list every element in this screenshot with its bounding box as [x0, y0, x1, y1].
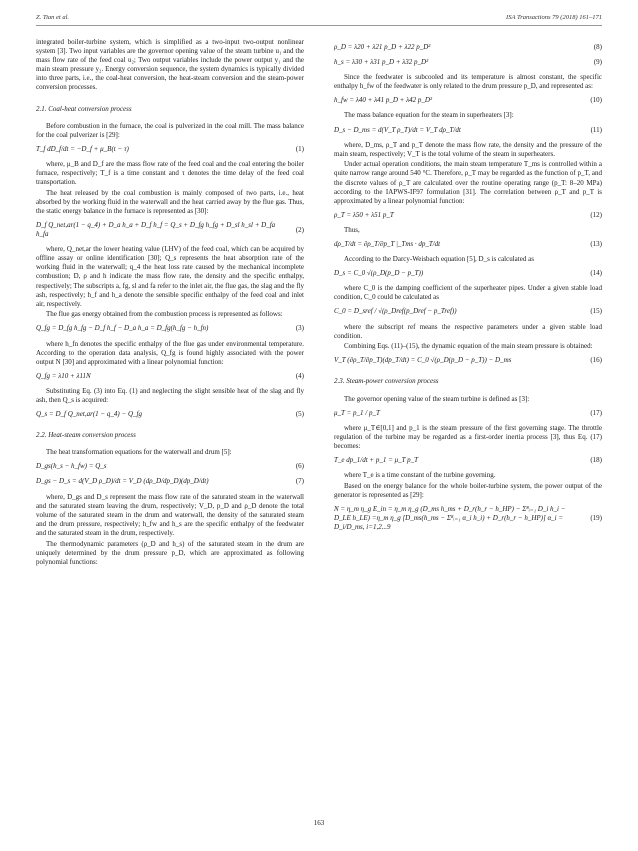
paragraph: According to the Darcy-Weisbach equation [5], D_s is calculated as: [344, 255, 534, 264]
equation: [334, 96, 602, 105]
paragraph: Before combustion in the furnace, the coal is pulverized in the coal mill. The mass balance for the coal pulverizer is [29]:: [36, 121, 304, 139]
equation-number: (6): [295, 462, 304, 471]
equation: [334, 211, 602, 220]
equation-formula: μ_T = p_1 / p_T: [334, 408, 380, 417]
equation-number: (2): [295, 225, 304, 234]
equation-number: (13): [590, 240, 602, 248]
equation-formula: T_f dD_f/dt = −D_f + μ_B(t − τ): [36, 144, 129, 153]
paragraph: where the subscript ref means the respective parameters under a given stable load condition.: [334, 322, 602, 340]
paragraph: The heat released by the coal combustion is mainly composed of two parts, i.e., heat absorbed by the working fluid in the waterwall and the heat carried away by the flue gas. Thus, the static energy balance in the furnace is represented as [30]:: [36, 188, 304, 215]
paragraph: The heat transformation equations for the waterwall and drum [5]:: [46, 448, 232, 457]
equation: [334, 240, 602, 249]
equation-formula: D_gs − D_s = d(V_D ρ_D)/dt = V_D (dρ_D/dp_D)(dp_D/dt): [36, 477, 209, 486]
equation: [36, 410, 304, 419]
equation-formula: D_f Q_net,ar(1 − q_4) + D_a h_a + D_f h_f = Q_s + D_fg h_fg + D_sl h_sl + D_fa h_fa: [36, 221, 276, 239]
equation-number: (11): [590, 125, 602, 134]
equation: [36, 145, 304, 154]
paragraph: The flue gas energy obtained from the combustion process is represented as follows:: [46, 310, 283, 319]
equation: [334, 456, 602, 465]
equation-formula: D_s = C_0 √(ρ_D(p_D − p_T)): [334, 269, 424, 278]
equation-formula: T_e dp_1/dt + p_1 = μ_T p_T: [334, 456, 419, 464]
right-column: [334, 38, 602, 538]
equation-number: (1): [295, 144, 304, 153]
equation-number: (17): [590, 408, 602, 417]
equation-formula: D_gs(h_s − h_fw) = Q_s: [36, 462, 107, 471]
equation-formula: ρ_T = λ50 + λ51 p_T: [334, 210, 394, 219]
paragraph: where T_e is a time constant of the turbine governing.: [344, 471, 496, 480]
paragraph: Under actual operation conditions, the main steam temperature T_ms is controlled within a quite narrow range around 540 °C. Therefore, ρ_T may be regarded as the function of p_T, and the discrete values of ρ_T are calculated over the routine operating range (p_T: 8–20 MPa) according to the IAPWS-IF97 formulation [31]. The correlation between ρ_T and p_T is approximated by a linear polynomial function:: [334, 160, 602, 205]
paragraph: where h_fn denotes the specific enthalpy of the flue gas under environmental temperature. According to the operation data analysis, Q_fg is found highly associated with the power output N [30] and approximated with a linear polynomial function:: [36, 339, 304, 366]
equation-number: (15): [590, 307, 602, 316]
equation-number: (5): [295, 410, 304, 419]
equation-formula: Q_fg = λ10 + λ11N: [36, 371, 91, 380]
equation-formula: Q_fg = D_fg h_fg − D_f h_f − D_a h_a = D_fg(h_fg − h_fn): [36, 324, 209, 333]
left-column: [36, 38, 304, 568]
equation: [36, 462, 304, 471]
equation: [36, 372, 304, 381]
equation: [334, 269, 602, 278]
equation-formula: h_s = λ30 + λ31 p_D + λ32 p_D²: [334, 58, 429, 67]
paragraph: integrated boiler-turbine system, which is simplified as a two-input two-output nonlinear system [3]. Two input variables are the governor opening value of the steam turbine u₁ and the mass flow rate of the feed coal u₂; Two output variables include the power output y₁ and the main steam pressure y₂. Energy conversion sequence, the system dynamics is typically divided into three parts, i.e., the coal-heat conversion, the heat-steam conversion and the steam-power conversion processes.: [36, 38, 304, 92]
equation-number: (7): [295, 477, 304, 486]
equation-number: (9): [593, 58, 602, 67]
equation-number: (12): [590, 210, 602, 219]
equation: [334, 43, 602, 52]
paragraph: The mass balance equation for the steam in superheaters [3]:: [344, 111, 514, 120]
equation-formula: ρ_D = λ20 + λ21 p_D + λ22 p_D²: [334, 43, 431, 51]
paragraph: where C_0 is the damping coefficient of the superheater pipes. Under a given stable load condition, C_0 could be calculated as: [334, 284, 602, 302]
equation-formula: dρ_T/dt = ∂ρ_T/∂p_T |_Tms · dp_T/dt: [334, 240, 441, 248]
paragraph: where, Q_net,ar the lower heating value (LHV) of the feed coal, which can be acquired by offline assay or online identification [30]; Q_s represents the heat absorption rate of the working fluid in the waterwall; q_4 the heat loss rate caused by the mechanical incomplete combustion; D, ρ and h indicate the mass flow rate, the density and the specific enthalpy, respectively; The subscripts a, fg, sl and fa refer to the inlet air, the flue gas, the slag and the fly ash, respectively; h_f and h_a denote the sensible specific enthalpy of the feed coal and inlet air, respectively.: [36, 245, 304, 308]
paragraph: Substituting Eq. (3) into Eq. (1) and neglecting the slight sensible heat of the slag and fly ash, then Q_s is acquired:: [36, 386, 304, 404]
section-heading: 2.3. Steam-power conversion process: [334, 377, 439, 386]
equation-formula: Q_s = D_f Q_net,ar(1 − q_4) − Q_fg: [36, 410, 142, 419]
equation: [36, 221, 304, 239]
paragraph: The governor opening value of the steam turbine is defined as [3]:: [344, 394, 530, 403]
equation: [334, 505, 602, 532]
section-heading: 2.2. Heat-steam conversion process: [36, 431, 136, 440]
paragraph: Since the feedwater is subcooled and its temperature is almost constant, the specific enthalpy h_fw of the feedwater is only related to the drum pressure p_D, and represented as:: [334, 73, 602, 91]
paragraph: where, D_ms, ρ_T and p_T denote the mass flow rate, the density and the pressure of the main steam, respectively; V_T is the total volume of the steam in superheaters.: [334, 140, 602, 158]
equation-formula: h_fw = λ40 + λ41 p_D + λ42 p_D²: [334, 96, 433, 105]
paragraph: Based on the energy balance for the whole boiler-turbine system, the power output of the generator is represented as [29]:: [334, 481, 602, 499]
equation-number: (16): [590, 356, 602, 365]
paragraph: where, μ_B and D_f are the mass flow rate of the feed coal and the coal entering the boiler furnace, respectively; T_f is a time constant and τ denotes the time delay of the feed coal transportation.: [36, 159, 304, 187]
paragraph: The thermodynamic parameters (ρ_D and h_s) of the saturated steam in the drum are uniquely determined by the drum pressure p_D, which are approximated as following polynomial functions:: [36, 539, 304, 566]
running-header-authors: Z. Tian et al.: [36, 14, 70, 21]
running-header-journal: ISA Transactions 79 (2018) 161–171: [506, 14, 602, 21]
paragraph: Combining Eqs. (11)–(15), the dynamic equation of the main steam pressure is obtained:: [344, 342, 593, 351]
equation: [334, 307, 602, 316]
equation-formula: C_0 = D_sref / √(ρ_Dref(p_Dref − p_Tref)): [334, 307, 457, 316]
equation-number: (4): [295, 371, 304, 380]
equation: [36, 477, 304, 486]
equation: [36, 324, 304, 333]
equation-number: (10): [590, 96, 602, 105]
equation-number: (18): [590, 456, 602, 464]
equation-formula: D_s − D_ms = d(V_T ρ_T)/dt = V_T dρ_T/dt: [334, 125, 461, 134]
paragraph: Thus,: [344, 225, 360, 234]
equation-formula: V_T (∂ρ_T/∂p_T)(dp_T/dt) = C_0 √(ρ_D(p_D − p_T)) − D_ms: [334, 356, 512, 365]
equation: [334, 58, 602, 67]
equation-number: (8): [593, 43, 602, 51]
equation-formula: N = η_m η_g E_in = η_m η_g (D_ms h_ms + D_r(h_r − h_HP) − Σ⁸ᵢ₌₁ D_i h_i − D_LE h_LE) =η_m η_g [D_ms(h_ms − Σ⁸ᵢ₌₁ α_i h_i) + D_r(h_r − h_HP)] α_i = D_i/D_ms, i=1,2...9: [334, 504, 566, 532]
paragraph: where μ_T∈[0,1] and p_1 is the steam pressure of the first governing stage. The throttle regulation of the turbine may be regarded as a first-order inertia process [3], thus Eq. (17) becomes:: [334, 423, 602, 450]
header-rule: [36, 25, 602, 26]
section-heading: 2.1. Coal-heat conversion process: [36, 104, 132, 113]
paragraph: where, D_gs and D_s represent the mass flow rate of the saturated steam in the waterwall and the saturated steam leaving the drum, respectively; V_D, p_D and ρ_D denote the total volume of the saturated steam in the drum and waterwall, the density of the saturated steam and the drum pressure, respectively; h_fw and h_s are the specific enthalpy of the feedwater and the saturated steam in the drum, respectively.: [36, 492, 304, 537]
page-number: 163: [313, 819, 325, 827]
equation-number: (3): [295, 324, 304, 333]
equation: [334, 409, 602, 418]
equation: [334, 356, 602, 365]
equation-number: (14): [590, 269, 602, 278]
equation-number: (19): [590, 513, 602, 522]
equation: [334, 126, 602, 135]
